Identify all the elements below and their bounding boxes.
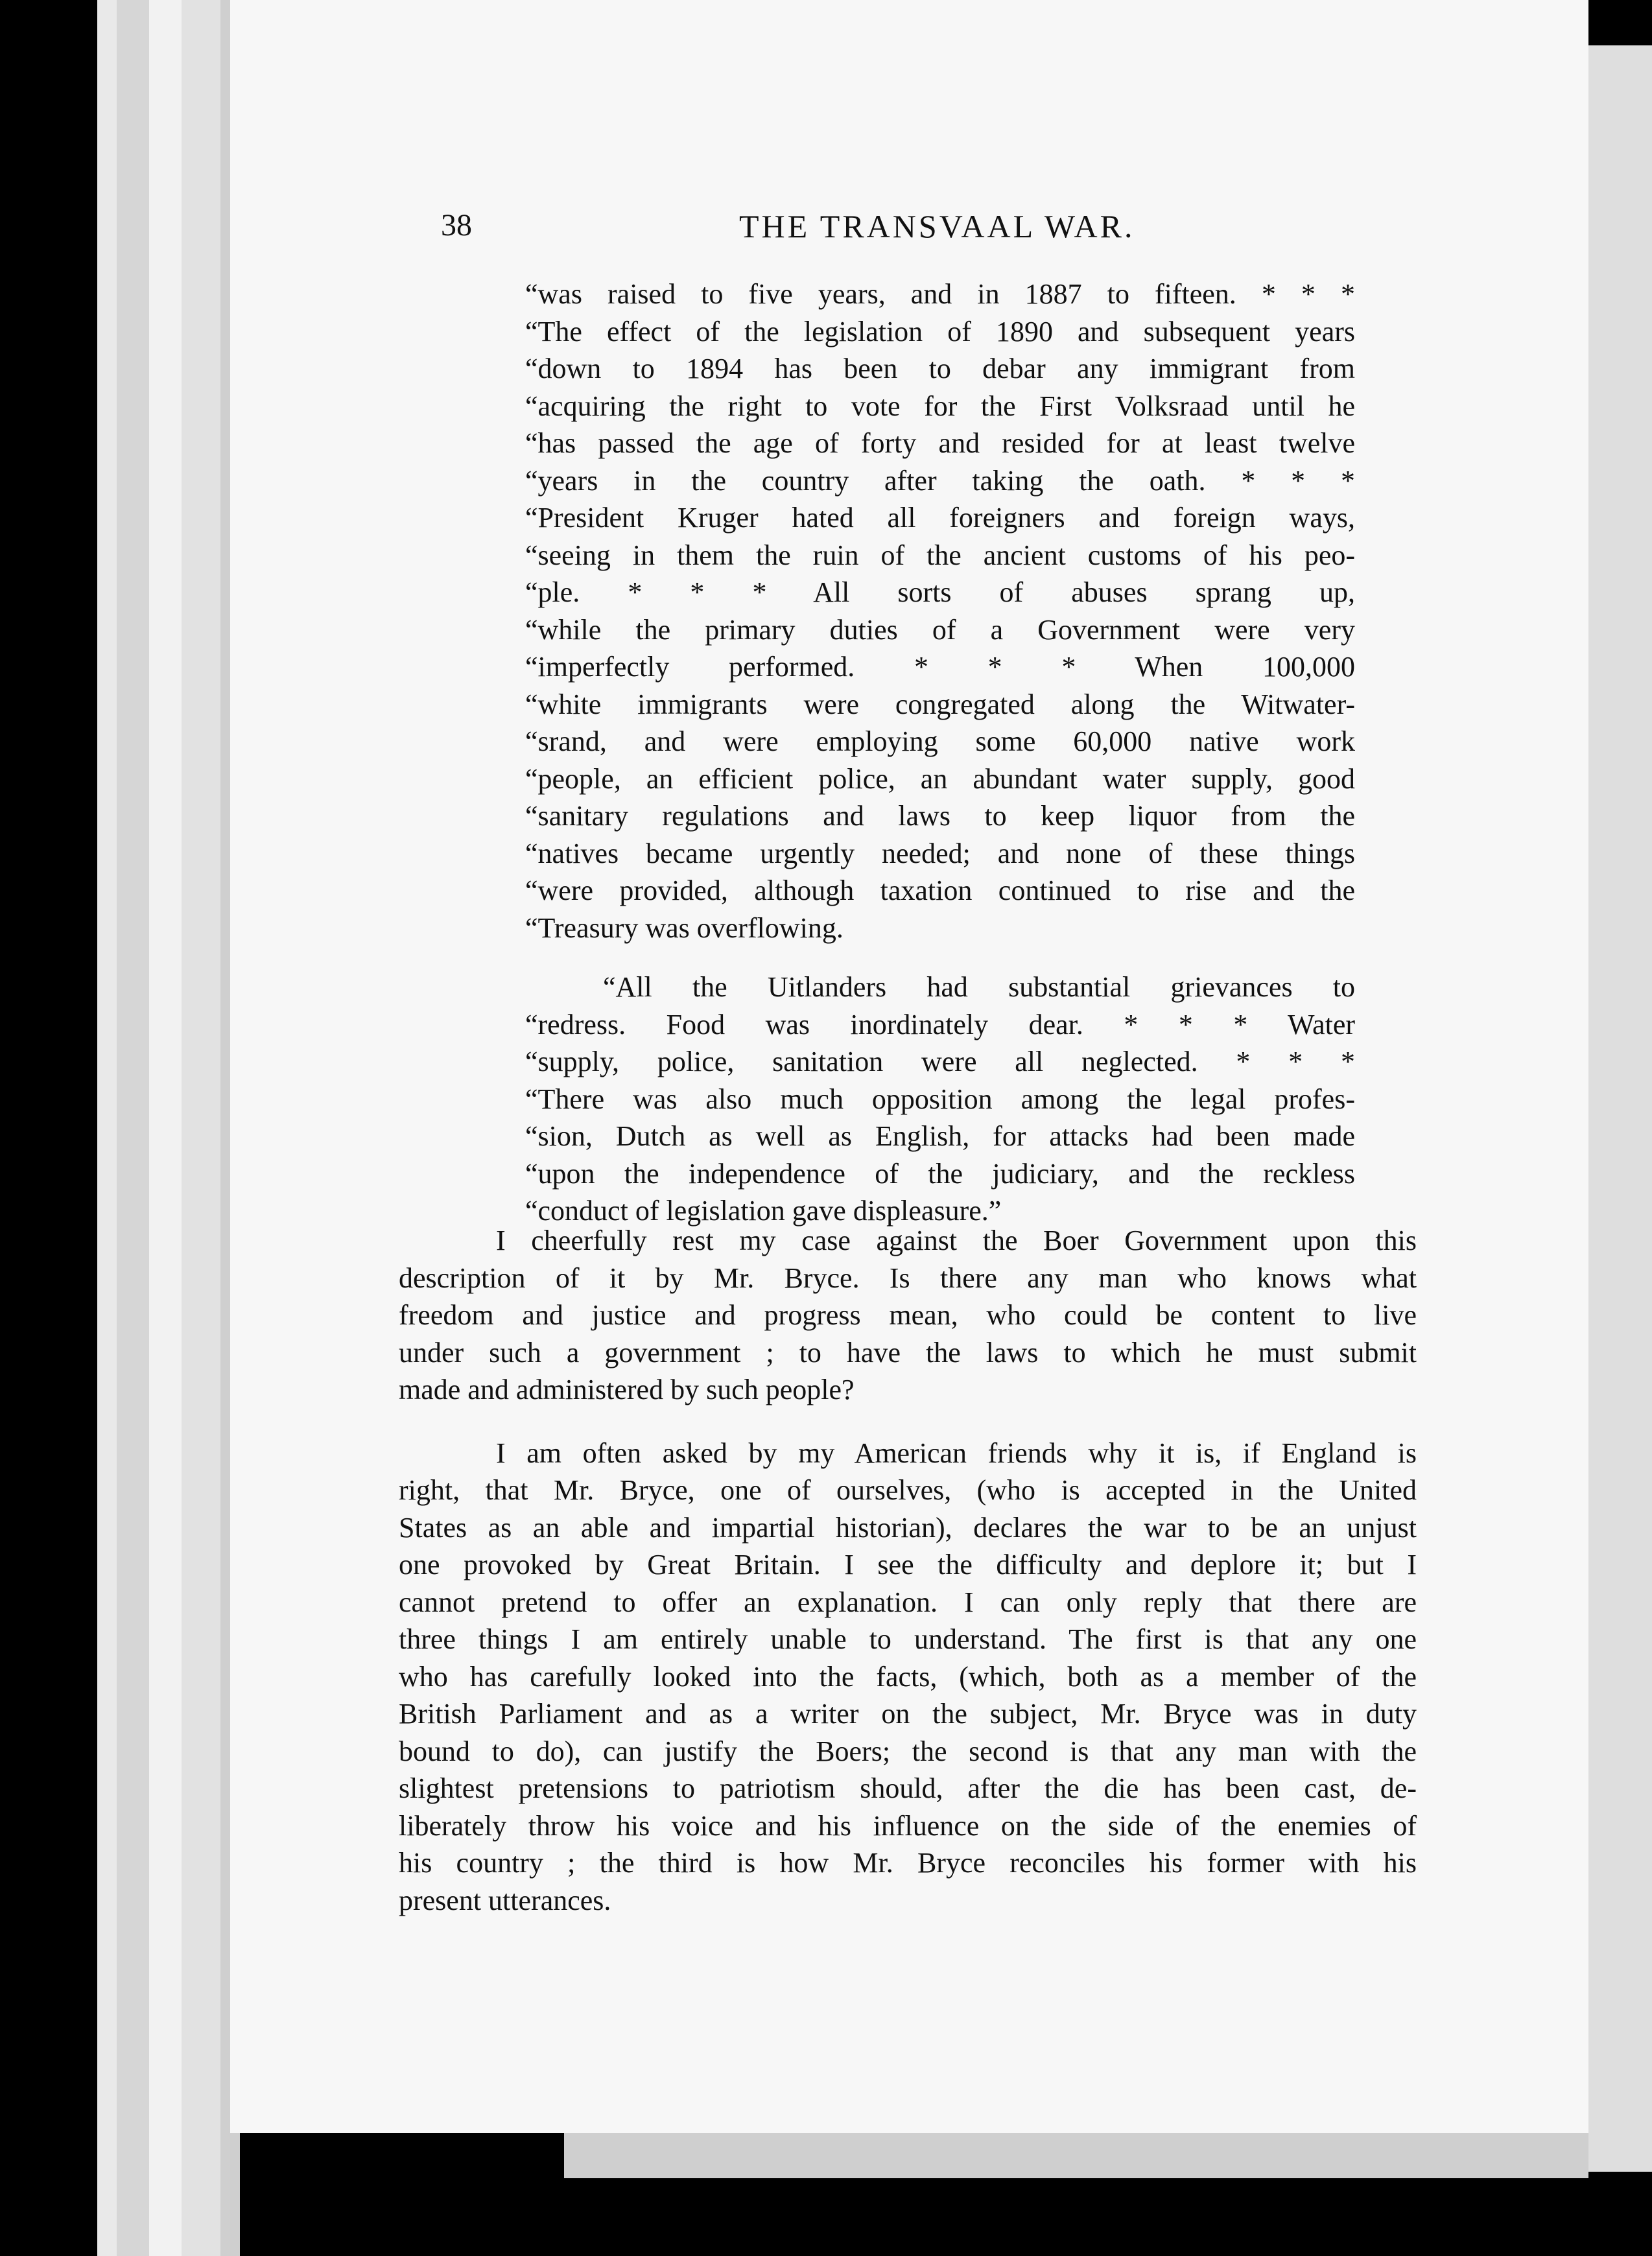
book-edge-strip [97,0,117,2256]
paragraph-line: I cheerfully rest my case against the Boer Government upon this [496,1225,1417,1256]
quote-line: “down to 1894 has been to debar any immigrant from [525,353,1355,384]
body-text [399,1222,1417,1919]
paragraph-line: under such a government ; to have the laws to which he must submit [399,1336,1417,1369]
quote-line: “seeing in them the ruin of the ancient customs of his peo- [525,539,1355,571]
paragraph-line: present utterances. [399,1884,611,1916]
quote-line: “redress. Food was inordinately dear. * * * Water [525,1008,1355,1040]
quote-line: “supply, police, sanitation were all neglected. * * * [525,1046,1355,1077]
quote-line: “upon the independence of the judiciary, and the reckless [525,1157,1355,1190]
book-edge-strip [182,0,220,2256]
quoted-passage [525,276,1355,1230]
quote-line: “All the Uitlanders had substantial grievances to [603,971,1355,1003]
paragraph-line: slightest pretensions to patriotism should, after the die has been cast, de- [399,1772,1417,1804]
quote-line: “natives became urgently needed; and none of these things [525,837,1355,869]
quote-line: “There was also much opposition among the legal profes- [525,1083,1355,1115]
quote-line: “The effect of the legislation of 1890 and subsequent years [525,315,1355,347]
book-edge-strip [149,0,182,2256]
quote-line: “imperfectly performed. * * * When 100,000 [525,651,1355,683]
paragraph-line: freedom and justice and progress mean, who could be content to live [399,1299,1417,1331]
quote-line: “people, an efficient police, an abundant water supply, good [525,762,1355,795]
quote-line: “has passed the age of forty and resided for at least twelve [525,427,1355,459]
paragraph-line: who has carefully looked into the facts, (which, both as a member of the [399,1660,1417,1693]
facing-page-edge [1585,45,1652,2172]
quote-line: “while the primary duties of a Government were very [525,613,1355,646]
book-edge-strip [117,0,149,2256]
quote-line: “ple. * * * All sorts of abuses sprang up, [525,576,1355,608]
paragraph-line: British Parliament and as a writer on the subject, Mr. Bryce was in duty [399,1698,1417,1730]
quote-line: “President Kruger hated all foreigners and foreign ways, [525,502,1355,534]
quote-line: “was raised to five years, and in 1887 to fifteen. * * * [525,278,1355,310]
quote-line: “conduct of legislation gave displeasure.” [525,1195,1002,1227]
quote-line: “acquiring the right to vote for the First Volksraad until he [525,390,1355,422]
quote-line: “years in the country after taking the oath. * * * [525,464,1355,497]
paragraph-line: cannot pretend to offer an explanation. I can only reply that there are [399,1586,1417,1618]
page-header [441,207,1362,259]
paragraph-line: I am often asked by my American friends why it is, if England is [496,1437,1417,1469]
paragraph-line: right, that Mr. Bryce, one of ourselves, (who is accepted in the United [399,1474,1417,1506]
paragraph-line: his country ; the third is how Mr. Bryce reconciles his former with his [399,1847,1417,1879]
page-bottom-edge [564,2133,1588,2178]
quote-line: “were provided, although taxation continued to rise and the [525,875,1355,906]
quote-line: “sanitary regulations and laws to keep liquor from the [525,800,1355,832]
quote-line: “Treasury was overflowing. [525,911,844,944]
paragraph-line: States as an able and impartial historian), declares the war to be an unjust [399,1511,1417,1544]
paragraph-line: liberately throw his voice and his influence on the side of the enemies of [399,1809,1417,1842]
paragraph-line: made and administered by such people? [399,1374,855,1405]
quote-line: “srand, and were employing some 60,000 native work [525,725,1355,757]
running-title: THE TRANSVAAL WAR. [739,208,1135,244]
quote-line: “white immigrants were congregated along the Witwater- [525,688,1355,720]
paragraph-line: one provoked by Great Britain. I see the difficulty and deplore it; but I [399,1549,1417,1580]
paragraph-line: description of it by Mr. Bryce. Is there any man who knows what [399,1262,1417,1294]
paragraph-line: three things I am entirely unable to understand. The first is that any one [399,1623,1417,1655]
page-number: 38 [441,208,472,242]
paragraph-line: bound to do), can justify the Boers; the second is that any man with the [399,1735,1417,1767]
quote-line: “sion, Dutch as well as English, for attacks had been made [525,1120,1355,1152]
